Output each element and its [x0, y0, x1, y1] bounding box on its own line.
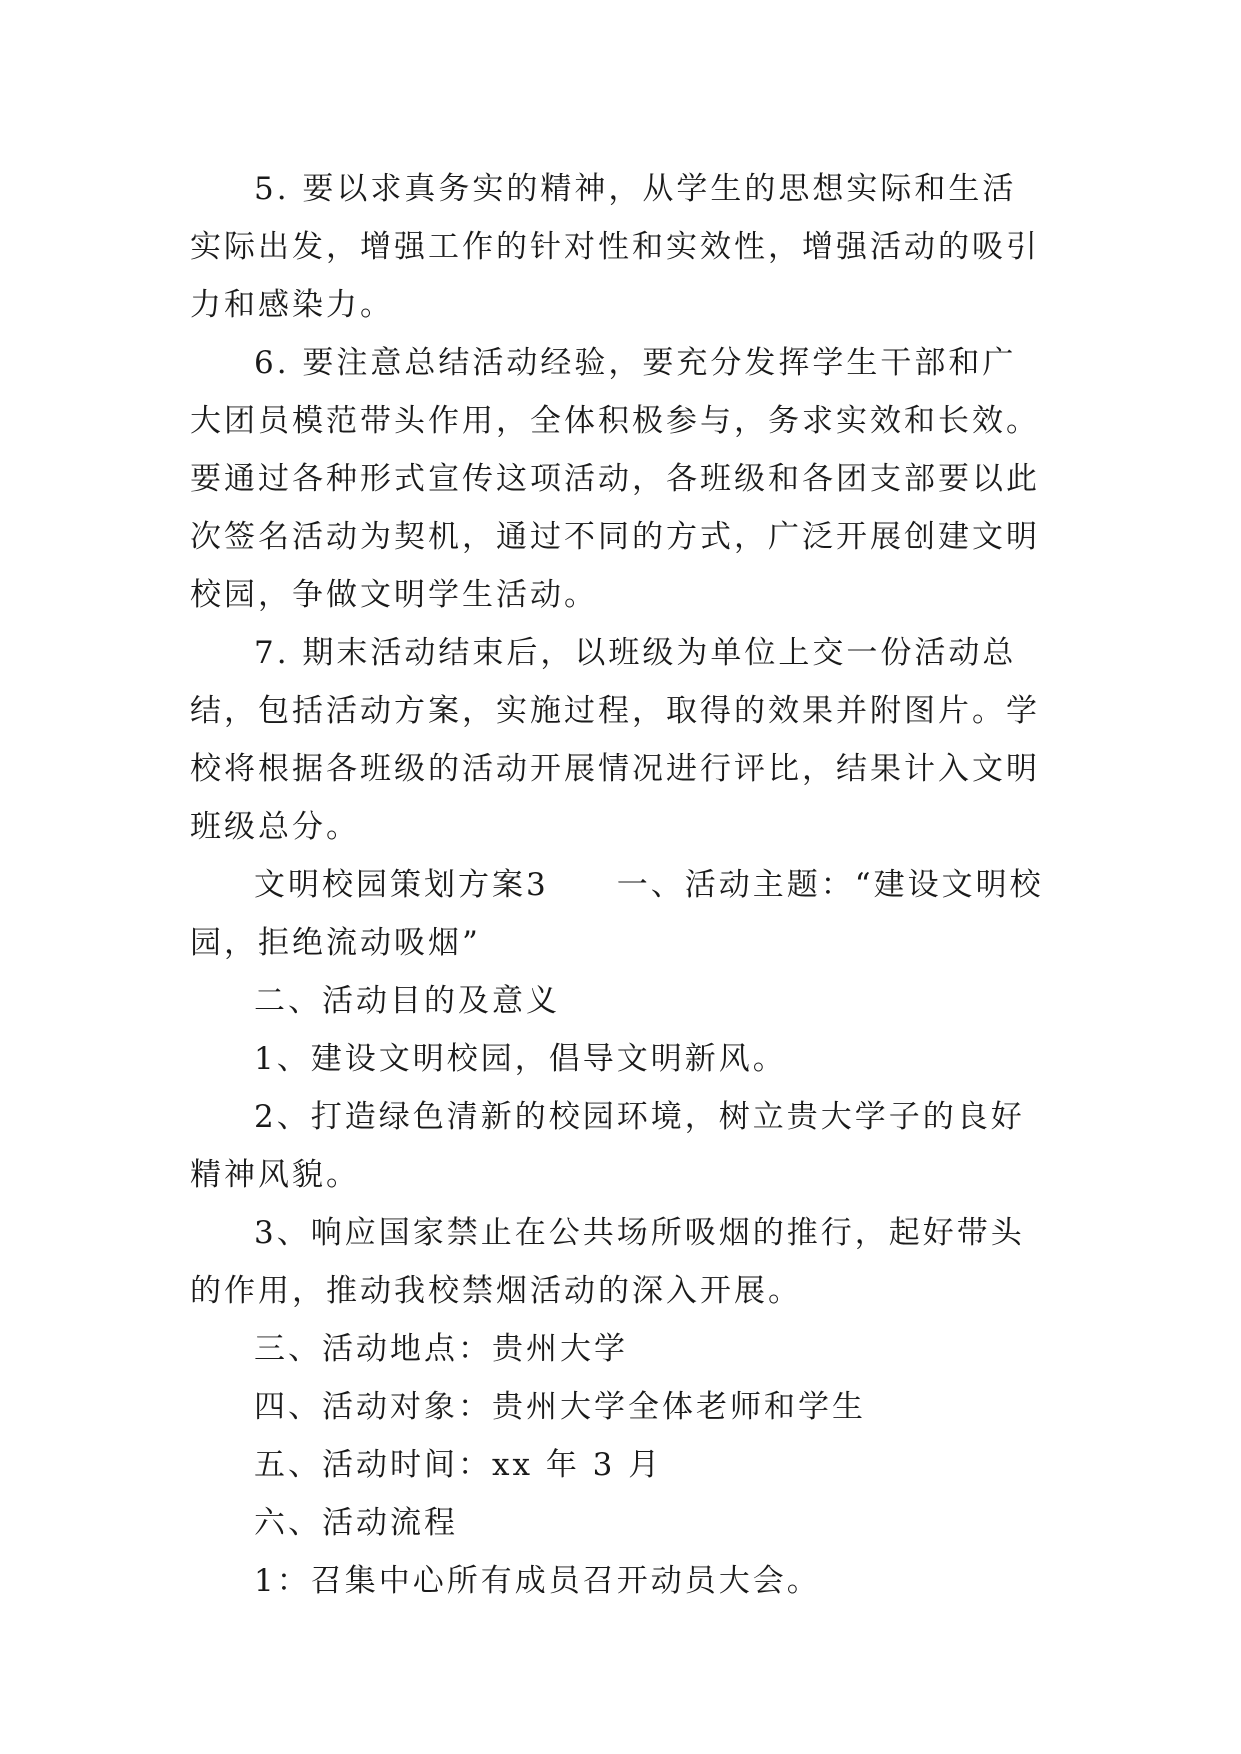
purpose-item-1: 1、建设文明校园，倡导文明新风。 [254, 1041, 787, 1077]
section-heading-purpose: 二、活动目的及意义 [254, 983, 560, 1019]
plan-3-heading: 文明校园策划方案3 一、活动主题：“建设文明校园，拒绝流动吸烟” [190, 867, 1044, 961]
paragraph-item-6: 6. 要注意总结活动经验，要充分发挥学生干部和广大团员模范带头作用，全体积极参与，务求实效和长效。要通过各种形式宣传这项活动，各班级和各团支部要以此次签名活动为契机，通过不同的方式，广泛开展创建文明校园，争做文明学生活动。 [190, 345, 1040, 613]
section-audience: 四、活动对象：贵州大学全体老师和学生 [254, 1389, 866, 1425]
purpose-item-3: 3、响应国家禁止在公共场所吸烟的推行，起好带头的作用，推动我校禁烟活动的深入开展。 [190, 1215, 1025, 1309]
section-time: 五、活动时间：xx 年 3 月 [254, 1447, 663, 1483]
purpose-item-2: 2、打造绿色清新的校园环境，树立贵大学子的良好精神风貌。 [190, 1099, 1025, 1193]
document-body [190, 160, 1050, 1610]
section-location: 三、活动地点：贵州大学 [254, 1331, 628, 1367]
paragraph-item-5: 5. 要以求真务实的精神，从学生的思想实际和生活实际出发，增强工作的针对性和实效性，增强活动的吸引力和感染力。 [190, 171, 1040, 323]
process-item-1: 1：召集中心所有成员召开动员大会。 [254, 1563, 821, 1599]
paragraph-item-7: 7. 期末活动结束后，以班级为单位上交一份活动总结，包括活动方案，实施过程，取得的效果并附图片。学校将根据各班级的活动开展情况进行评比，结果计入文明班级总分。 [190, 635, 1040, 845]
section-heading-process: 六、活动流程 [254, 1505, 458, 1541]
